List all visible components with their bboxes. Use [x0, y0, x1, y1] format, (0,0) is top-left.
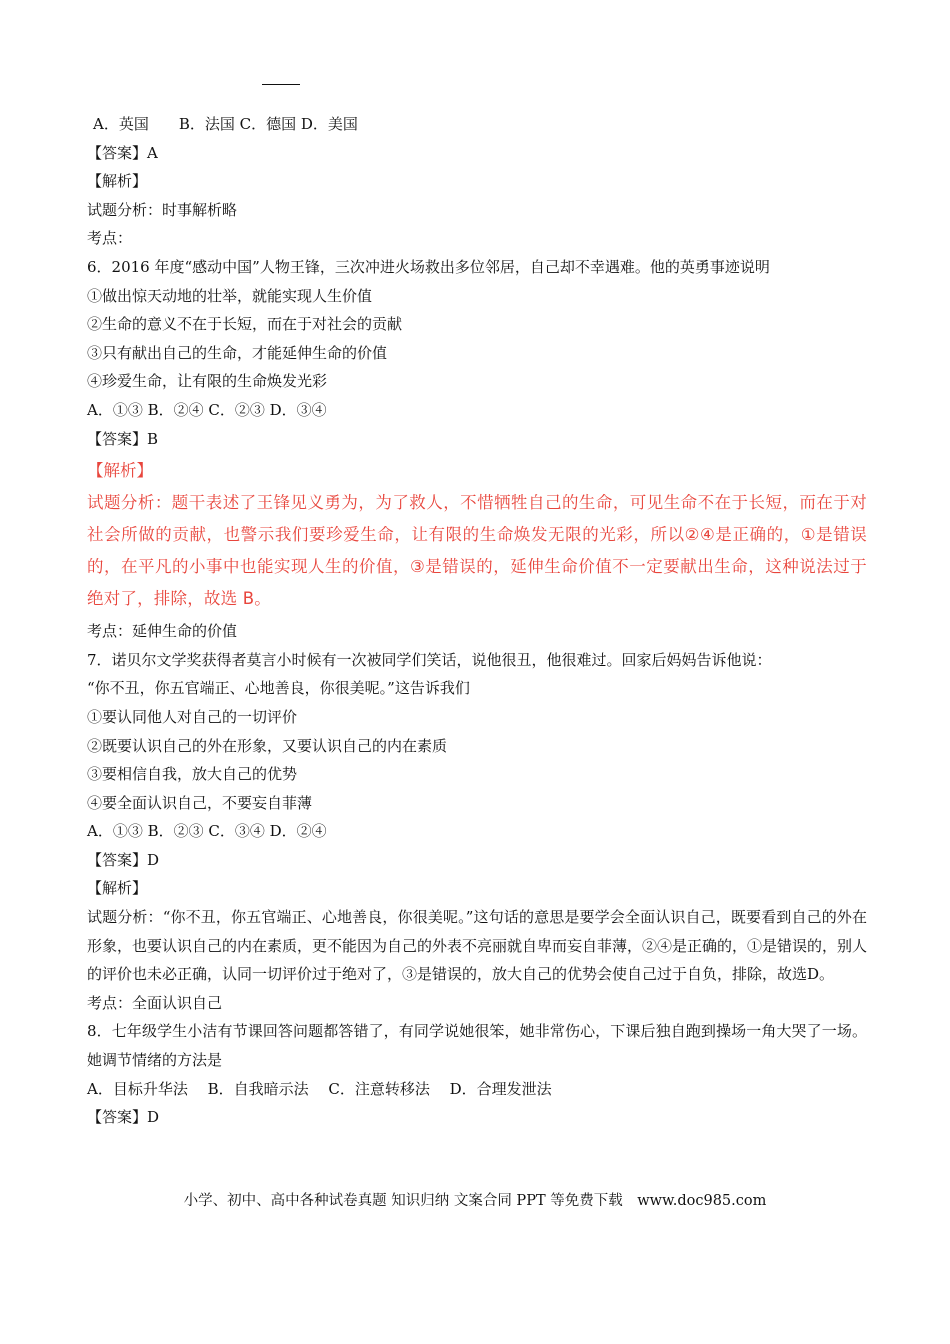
q5-analysis-text: 试题分析：时事解析略 — [87, 200, 238, 219]
q7-stem-line-1: 7．诺贝尔文学奖获得者莫言小时候有一次被同学们笑话，说他很丑，他很难过。回家后妈妈告诉他说： — [87, 650, 772, 669]
q6-options: A．①③ B．②④ C．②③ D．③④ — [87, 400, 327, 419]
q7-stem-line-2: “你不丑，你五官端正、心地善良，你很美呢。”这告诉我们 — [87, 679, 470, 698]
q8-answer: 【答案】D — [87, 1108, 160, 1127]
footer-download-note: 小学、初中、高中各种试卷真题 知识归纳 文案合同 PPT 等免费下载 www.doc985.com — [183, 1193, 767, 1209]
q6-item-1: ①做出惊天动地的壮举，就能实现人生价值 — [87, 286, 373, 305]
q6-analysis-heading: 【解析】 — [87, 461, 153, 481]
q7-analysis-text: 试题分析：“你不丑，你五官端正、心地善良，你很美呢。”这句话的意思是要学会全面认识自己，既要看到自己的外在形象，也要认识自己的内在素质，更不能因为自己的外表不亮丽就自卑而妄自菲薄，②④是正确的，①是错误的，别人的评价也未必正确，认同一切评价过于绝对了，③是错误的，放大自己的优势会使自己过于自负，排除，故选D。 — [87, 908, 868, 984]
q8-options: A．目标升华法 B．自我暗示法 C．注意转移法 D．合理发泄法 — [87, 1079, 552, 1098]
q8-stem: 8．七年级学生小洁有节课回答问题都答错了，有同学说她很笨，她非常伤心，下课后独自跑到操场一角大哭了一场。她调节情绪的方法是 — [87, 1022, 867, 1070]
q7-item-1: ①要认同他人对自己的一切评价 — [87, 707, 298, 726]
question-content — [87, 110, 867, 1132]
q6-point: 考点：延伸生命的价值 — [87, 622, 238, 641]
q6-item-3: ③只有献出自己的生命，才能延伸生命的价值 — [87, 343, 388, 362]
q7-options: A．①③ B．②③ C．③④ D．②④ — [87, 822, 327, 841]
q6-stem: 6．2016 年度“感动中国”人物王锋，三次冲进火场救出多位邻居，自己却不幸遇难。他的英勇事迹说明 — [87, 257, 770, 276]
q6-answer: 【答案】B — [87, 429, 159, 448]
q6-analysis-text: 试题分析：题干表述了王锋见义勇为，为了救人，不惜牺牲自己的生命，可见生命不在于长短，而在于对社会所做的贡献，也警示我们要珍爱生命，让有限的生命焕发无限的光彩，所以②④是正确的，①是错误的，在平凡的小事中也能实现人生的价值，③是错误的，延伸生命价值不一定要献出生命，这种说法过于绝对了，排除，故选 B。 — [87, 493, 867, 609]
q7-point: 考点：全面认识自己 — [87, 993, 223, 1012]
q6-item-2: ②生命的意义不在于长短，而在于对社会的贡献 — [87, 315, 403, 334]
q5-answer: 【答案】A — [87, 143, 158, 162]
q7-answer: 【答案】D — [87, 850, 160, 869]
q5-options: A．英国 B．法国 C．德国 D．美国 — [93, 115, 358, 133]
q7-item-4: ④要全面认识自己，不要妄自菲薄 — [87, 793, 313, 812]
q7-item-3: ③要相信自我，放大自己的优势 — [87, 765, 298, 784]
q6-item-4: ④珍爱生命，让有限的生命焕发光彩 — [87, 372, 328, 391]
answer-blank-line — [262, 84, 300, 85]
q7-item-2: ②既要认识自己的外在形象，又要认识自己的内在素质 — [87, 736, 448, 755]
q5-point: 考点： — [87, 229, 133, 248]
q5-analysis-heading: 【解析】 — [87, 172, 148, 191]
q7-analysis-heading: 【解析】 — [87, 879, 148, 898]
